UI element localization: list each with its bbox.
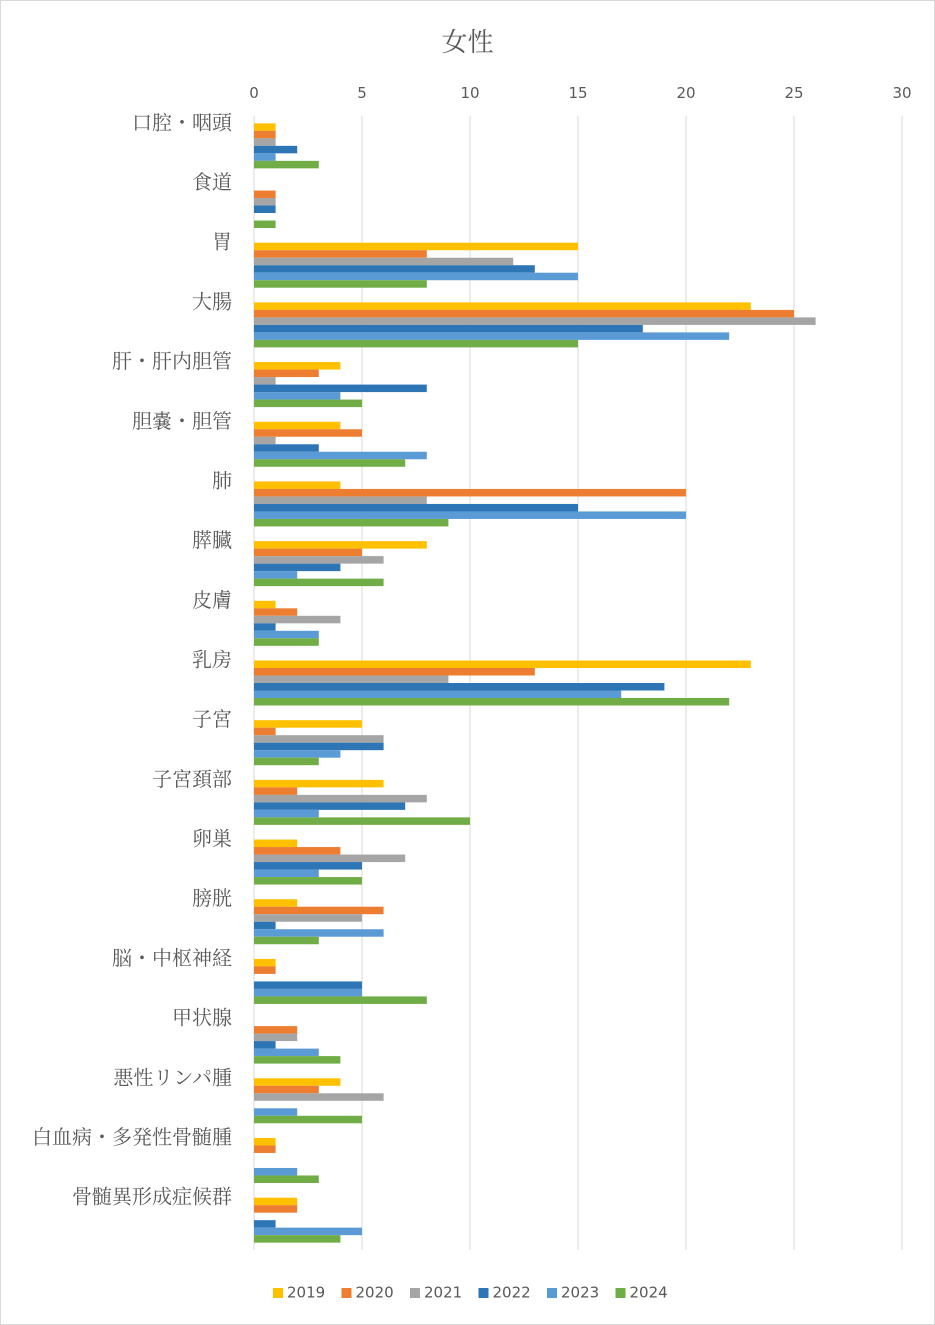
- bar-2021: [254, 496, 427, 504]
- bar-2020: [254, 1086, 319, 1094]
- x-tick-label: 0: [249, 84, 259, 102]
- x-tick-label: 15: [568, 84, 588, 102]
- bar-2019: [254, 661, 751, 669]
- bar-2020: [254, 608, 297, 616]
- bar-2022: [254, 623, 276, 631]
- bar-2022: [254, 265, 535, 273]
- bar-2021: [254, 556, 384, 564]
- bar-2023: [254, 1168, 297, 1176]
- bar-2024: [254, 1056, 340, 1064]
- bar-2023: [254, 273, 578, 281]
- bar-2021: [254, 1034, 297, 1042]
- legend-swatch: [479, 1288, 489, 1298]
- bar-2022: [254, 743, 384, 751]
- bar-2022: [254, 564, 340, 572]
- bar-2023: [254, 392, 340, 400]
- bar-2021: [254, 258, 513, 266]
- category-label: 子宮頚部: [152, 766, 232, 791]
- category-label: 膵臓: [192, 528, 232, 553]
- bar-2022: [254, 444, 319, 452]
- bar-2021: [254, 1093, 384, 1101]
- bar-2019: [254, 243, 578, 251]
- bar-2020: [254, 429, 362, 437]
- legend-label: 2024: [629, 1283, 668, 1302]
- category-label: 食道: [192, 170, 232, 195]
- category-label: 肺: [212, 468, 232, 493]
- bar-2020: [254, 847, 340, 855]
- bar-2023: [254, 691, 621, 699]
- bar-2020: [254, 250, 427, 257]
- bar-2020: [254, 966, 276, 974]
- bar-2021: [254, 138, 276, 146]
- bar-2020: [254, 191, 276, 199]
- bar-2024: [254, 1235, 340, 1243]
- x-tick-label: 5: [357, 84, 367, 102]
- bar-2023: [254, 1108, 297, 1116]
- bar-2021: [254, 317, 816, 325]
- bar-2023: [254, 750, 340, 758]
- bar-2019: [254, 481, 340, 489]
- bar-2024: [254, 459, 405, 467]
- bar-2024: [254, 758, 319, 766]
- category-label: 乳房: [192, 647, 232, 672]
- bar-2023: [254, 1049, 319, 1057]
- legend-label: 2020: [355, 1283, 394, 1302]
- category-label: 肝・肝内胆管: [112, 349, 232, 374]
- x-tick-label: 20: [676, 84, 696, 102]
- bar-2023: [254, 989, 362, 997]
- legend-swatch: [342, 1288, 352, 1298]
- bar-2020: [254, 370, 319, 378]
- bar-2020: [254, 1026, 297, 1034]
- category-label: 脳・中枢神経: [112, 945, 232, 970]
- chart-title: 女性: [441, 28, 494, 58]
- bar-2021: [254, 914, 362, 922]
- bar-2024: [254, 817, 470, 825]
- bar-2022: [254, 981, 362, 989]
- bar-2024: [254, 340, 578, 348]
- category-label: 白血病・多発性骨髄腫: [32, 1124, 232, 1149]
- bar-2020: [254, 1205, 297, 1213]
- bar-2020: [254, 787, 297, 795]
- bar-2021: [254, 855, 405, 863]
- bar-2019: [254, 720, 362, 728]
- category-label: 甲状腺: [172, 1005, 232, 1030]
- bar-2022: [254, 802, 405, 810]
- bar-2024: [254, 937, 319, 945]
- bar-2019: [254, 780, 384, 788]
- category-label: 骨髄異形成症候群: [72, 1184, 232, 1209]
- bar-2022: [254, 922, 276, 930]
- bar-2021: [254, 437, 276, 445]
- category-label: 大腸: [192, 289, 232, 314]
- bar-2022: [254, 862, 362, 870]
- legend-swatch: [273, 1288, 283, 1298]
- bar-2024: [254, 638, 319, 646]
- bar-2022: [254, 146, 297, 154]
- bar-2021: [254, 616, 340, 624]
- bar-2023: [254, 810, 319, 818]
- bar-2024: [254, 519, 448, 527]
- bar-2023: [254, 929, 384, 937]
- category-label: 胃: [212, 229, 232, 254]
- bar-2020: [254, 907, 384, 915]
- bar-2024: [254, 280, 427, 288]
- x-tick-label: 30: [892, 84, 912, 102]
- bars: [254, 123, 816, 1242]
- bar-2022: [254, 325, 643, 333]
- bar-2021: [254, 198, 276, 206]
- x-tick-label: 10: [460, 84, 480, 102]
- bar-2019: [254, 601, 276, 609]
- bar-2020: [254, 489, 686, 497]
- category-label: 子宮: [192, 707, 232, 732]
- bar-2023: [254, 1228, 362, 1236]
- bar-2019: [254, 840, 297, 848]
- bar-2023: [254, 870, 319, 878]
- bar-2024: [254, 996, 427, 1004]
- bar-2022: [254, 206, 276, 214]
- legend-swatch: [616, 1288, 626, 1298]
- bar-2023: [254, 571, 297, 579]
- bar-2022: [254, 1041, 276, 1049]
- bar-2019: [254, 541, 427, 549]
- bar-2023: [254, 631, 319, 639]
- bar-2019: [254, 1198, 297, 1206]
- legend: [273, 1284, 668, 1302]
- bar-2020: [254, 310, 794, 318]
- bar-2021: [254, 676, 448, 684]
- legend-label: 2021: [424, 1283, 463, 1302]
- legend-label: 2023: [561, 1283, 600, 1302]
- x-tick-label: 25: [784, 84, 804, 102]
- bar-2019: [254, 959, 276, 967]
- bar-2021: [254, 735, 384, 743]
- bar-2024: [254, 877, 362, 885]
- bar-2019: [254, 1138, 276, 1146]
- bar-2023: [254, 452, 427, 460]
- bar-2024: [254, 221, 276, 229]
- bar-2024: [254, 400, 362, 408]
- bar-2024: [254, 698, 729, 706]
- category-labels: [32, 110, 233, 1208]
- bar-2022: [254, 385, 427, 393]
- bar-2020: [254, 549, 362, 557]
- bar-2024: [254, 579, 384, 587]
- bar-2023: [254, 511, 686, 519]
- bar-2020: [254, 131, 276, 139]
- bar-2019: [254, 422, 340, 430]
- bar-2021: [254, 377, 276, 385]
- bar-2019: [254, 302, 751, 310]
- bar-2019: [254, 362, 340, 370]
- category-label: 膀胱: [192, 886, 232, 911]
- bar-2020: [254, 668, 535, 676]
- legend-label: 2019: [287, 1283, 326, 1302]
- bar-2024: [254, 161, 319, 169]
- bar-2019: [254, 123, 276, 131]
- bar-2022: [254, 683, 664, 691]
- bar-2019: [254, 1078, 340, 1086]
- bar-2021: [254, 795, 427, 803]
- bar-2024: [254, 1116, 362, 1124]
- legend-swatch: [410, 1288, 420, 1298]
- bar-2020: [254, 1145, 276, 1153]
- bar-2020: [254, 728, 276, 736]
- bar-2019: [254, 899, 297, 907]
- category-label: 卵巣: [192, 826, 232, 851]
- legend-swatch: [547, 1288, 557, 1298]
- bar-2024: [254, 1175, 319, 1183]
- category-label: 皮膚: [192, 587, 232, 612]
- bar-2023: [254, 153, 276, 161]
- x-axis-ticks: [249, 84, 911, 102]
- category-label: 胆嚢・胆管: [132, 408, 232, 433]
- legend-label: 2022: [492, 1283, 531, 1302]
- category-label: 悪性リンパ腫: [113, 1065, 232, 1090]
- category-label: 口腔・咽頭: [132, 110, 232, 135]
- bar-2022: [254, 504, 578, 512]
- bar-2023: [254, 332, 729, 340]
- bar-2022: [254, 1220, 276, 1228]
